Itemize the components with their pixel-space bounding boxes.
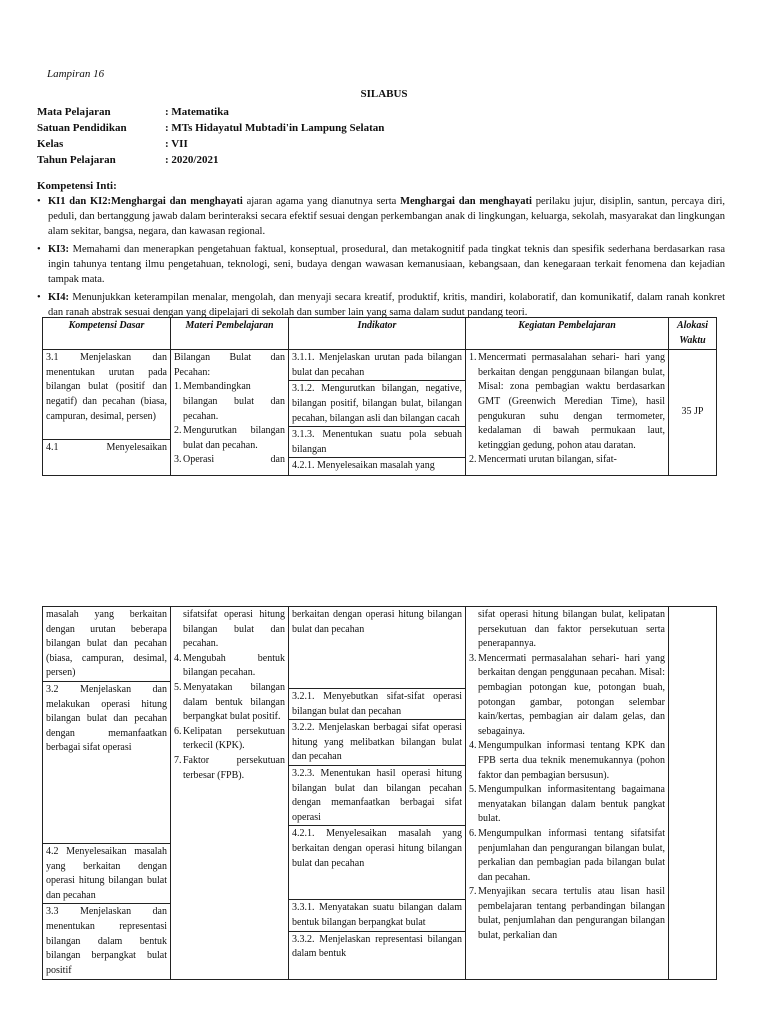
kegiatan-cont: sifat operasi hitung bilangan bulat, kelipatan persekutuan dan faktor persekutuan serta penerapannya. <box>478 609 665 650</box>
meta-row <box>37 104 384 120</box>
kegiatan-list <box>469 652 665 944</box>
header-alokasi-waktu: Alokasi Waktu <box>669 318 717 350</box>
list-item: 3. Mencermati permasalahan sehari- hari yang berkaitan dengan penggunaan pecahan. Misal: pembagian potongan kue, potongan buah, potongan gambar, potongan selembar kain/kertas, pembagian air dalam gelas, dan sebagainya. <box>469 652 665 737</box>
meta-label: Kelas <box>37 138 64 150</box>
indikator-3-2-1: 3.2.1. Menyebutkan sifat-sifat operasi bilangan bulat dan pecahan <box>289 688 465 719</box>
silabus-table-part-2 <box>42 606 717 980</box>
table-header-row <box>43 318 717 350</box>
indikator-3-1-3: 3.1.3. Menentukan suatu pola sebuah bilangan <box>289 426 465 457</box>
meta-label: Mata Pelajaran <box>37 106 111 118</box>
ki-emphasis: Menghargai dan menghayati <box>400 196 532 207</box>
list-item: 2. Mengurutkan bilangan bulat dan pecahan. <box>174 425 285 451</box>
list-item: 7. Faktor persekutuan terbesar (FPB). <box>174 754 285 781</box>
list-item: 1. Mencermati permasalahan sehari- hari yang berkaitan dengan penggunaan bilangan bulat, Misal: zona pembagian waktu berdasarkan GMT (Greenwich Meredian Time), hasil pengukuran suhu dengan termometer, kedalaman di bawah permukaan laut, ketinggian gedung, pohon atau daratan. <box>469 352 665 451</box>
list-item: 5. Mengumpulkan informasitentang bagaimana menyatakan bilangan dalam bentuk pangkat bulat. <box>469 784 665 825</box>
table-row <box>43 350 717 476</box>
list-item: 5. Menyatakan bilangan dalam bentuk bilangan berpangkat bulat positif. <box>174 681 285 723</box>
kompetensi-inti-title: Kompetensi Inti: <box>37 180 117 192</box>
table-row <box>43 607 717 980</box>
ki-text: Memahami dan menerapkan pengetahuan faktual, konseptual, prosedural, dan metakognitif pada tingkat teknis dan spesifik sederhana berdasarkan rasa ingin tahunya tentang ilmu pengetahuan, teknologi, seni, budaya dengan wawasan kemanusiaan, kebangsaan, dan kenegaraan terkait fenomena dan kejadian tampak mata. <box>48 244 725 285</box>
list-item: 4. Mengubah bentuk bilangan pecahan. <box>174 652 285 679</box>
kegiatan-list <box>469 351 665 468</box>
ki-item-4 <box>37 290 725 320</box>
list-item: 1. Membandingkan bilangan bulat dan pecahan. <box>174 381 285 422</box>
ki-label: KI1 dan KI2: <box>48 196 111 207</box>
kd-4-2: 4.2 Menyelesaikan masalah yang berkaitan dengan operasi hitung bilangan bulat dan pecahan <box>43 843 170 903</box>
indikator-3-3-2: 3.3.2. Menjelaskan representasi bilangan dalam bentuk <box>289 931 465 962</box>
header-materi-pembelajaran: Materi Pembelajaran <box>171 318 289 350</box>
bullet-icon: • <box>37 196 41 207</box>
silabus-table-part-1 <box>42 317 717 476</box>
ki-label: KI4: <box>48 292 69 303</box>
meta-block <box>37 104 384 168</box>
indikator-4-2-1-cont: berkaitan dengan operasi hitung bilangan bulat dan pecahan <box>292 609 462 635</box>
list-item: 6. Kelipatan persekutuan terkecil (KPK). <box>174 725 285 752</box>
indikator-3-1-2: 3.1.2. Mengurutkan bilangan, negative, bilangan positif, bilangan bulat, bilangan pecahan, bilangan asli dan bilangan cacah <box>289 380 465 426</box>
header-indikator: Indikator <box>289 318 466 350</box>
kd-4-1-cont: masalah yang berkaitan dengan urutan beberapa bilangan bulat dan pecahan (biasa, campuran, desimal, persen) <box>46 609 167 679</box>
meta-value: : VII <box>165 138 188 150</box>
list-item: 2. Mencermati urutan bilangan, sifat- <box>469 454 617 466</box>
indikator-cell <box>289 607 466 980</box>
indikator-3-1-1: 3.1.1. Menjelaskan urutan pada bilangan bulat dan pecahan <box>292 352 462 378</box>
document-page-2 <box>0 592 768 1024</box>
meta-value: : 2020/2021 <box>165 154 219 166</box>
alokasi-cell-empty <box>669 607 717 980</box>
kd-cell <box>43 607 171 980</box>
list-item: 4. Mengumpulkan informasi tentang KPK dan FPB serta dua teknik menemukannya (pohon faktor dan pembagian bersusun). <box>469 740 665 781</box>
kompetensi-inti-list <box>37 194 725 323</box>
indikator-cell <box>289 350 466 476</box>
meta-row <box>37 152 384 168</box>
kd-3-3: 3.3 Menjelaskan dan menentukan representasi bilangan dalam bentuk bilangan berpangkat bulat positif <box>43 903 170 978</box>
meta-row <box>37 136 384 152</box>
materi-cell <box>171 607 289 980</box>
ki-emphasis: Menghargai dan menghayati <box>110 196 243 207</box>
kd-cell <box>43 350 171 476</box>
list-item: 7. Menyajikan secara tertulis atau lisan hasil pembelajaran tentang perbandingan bilangan bulat, penjumlahan dan pengurangan bilangan bulat, perkalian dan <box>469 886 665 942</box>
meta-value: : Matematika <box>165 106 229 118</box>
page-gap <box>0 528 768 592</box>
bullet-icon: • <box>37 292 41 303</box>
kd-3-2: 3.2 Menjelaskan dan melakukan operasi hitung bilangan bulat dan pecahan dengan memanfaatkan berbagai sifat operasi <box>43 681 170 843</box>
list-item: 6. Mengumpulkan informasi tentang sifatsifat penjumlahan dan pengurangan bilangan bulat, perkalian dan pembagian pada bilangan bulat dan pecahan. <box>469 827 665 883</box>
materi-list <box>174 652 285 783</box>
header-kegiatan-pembelajaran: Kegiatan Pembelajaran <box>466 318 669 350</box>
meta-row <box>37 120 384 136</box>
indikator-4-2-1: 4.2.1. Menyelesaikan masalah yang berkaitan dengan operasi hitung bilangan bulat dan pecahan <box>289 825 465 899</box>
indikator-4-2-1-start: 4.2.1. Menyelesaikan masalah yang <box>289 457 465 474</box>
ki-text: Menunjukkan keterampilan menalar, mengolah, dan menyaji secara kreatif, produktif, kritis, mandiri, kolaboratif, dan komunikatif, dalam ranah konkret dan ranah abstrak sesuai dengan yang dipelajari di sekolah dan sumber lain yang sama dalam sudut pandang teori. <box>48 292 725 318</box>
materi-cont: sifatsifat operasi hitung bilangan bulat dan pecahan. <box>183 609 285 650</box>
materi-intro: Bilangan Bulat dan Pecahan: <box>174 352 285 378</box>
ki-label: KI3: <box>48 244 69 255</box>
materi-list <box>174 380 285 468</box>
ki-text: ajaran agama yang dianutnya serta <box>242 196 401 207</box>
indikator-3-2-2: 3.2.2. Menjelaskan berbagai sifat operasi hitung yang melibatkan bilangan bulat dan pecahan <box>289 719 465 765</box>
indikator-3-2-3: 3.2.3. Menentukan hasil operasi hitung bilangan bulat dan bilangan pecahan dengan memanfaatkan berbagai sifat operasi <box>289 765 465 825</box>
indikator-3-3-1: 3.3.1. Menyatakan suatu bilangan dalam bentuk bilangan berpangkat bulat <box>289 899 465 930</box>
kd-3-1: 3.1 Menjelaskan dan menentukan urutan pada bilangan bulat (positif dan negatif) dan pecahan (biasa, campuran, desimal, persen) <box>46 352 167 422</box>
lampiran-label: Lampiran 16 <box>47 68 105 80</box>
materi-cell <box>171 350 289 476</box>
kegiatan-cell <box>466 350 669 476</box>
meta-value: : MTs Hidayatul Mubtadi'in Lampung Selatan <box>165 122 385 134</box>
kd-4-1-start: 4.1 Menyelesaikan <box>43 439 170 456</box>
bullet-icon: • <box>37 244 41 255</box>
header-kompetensi-dasar: Kompetensi Dasar <box>43 318 171 350</box>
ki-text: perilaku jujur, disiplin, santun, percaya diri, peduli, dan bertanggung jawab dalam berinteraksi secara efektif sesuai dengan perkembangan anak di lingkungan, keluarga, sekolah, masyarakat dan lingkungan alam sekitar, bangsa, negara, dan kawasan regional. <box>48 196 726 237</box>
meta-label: Satuan Pendidikan <box>37 122 127 134</box>
document-title: SILABUS <box>360 88 408 100</box>
ki-item-1-2 <box>37 194 725 239</box>
meta-label: Tahun Pelajaran <box>37 154 116 166</box>
ki-item-3 <box>37 242 725 287</box>
kegiatan-cell <box>466 607 669 980</box>
list-item: 3. Operasi dan <box>174 454 285 466</box>
alokasi-cell: 35 JP <box>669 350 717 476</box>
